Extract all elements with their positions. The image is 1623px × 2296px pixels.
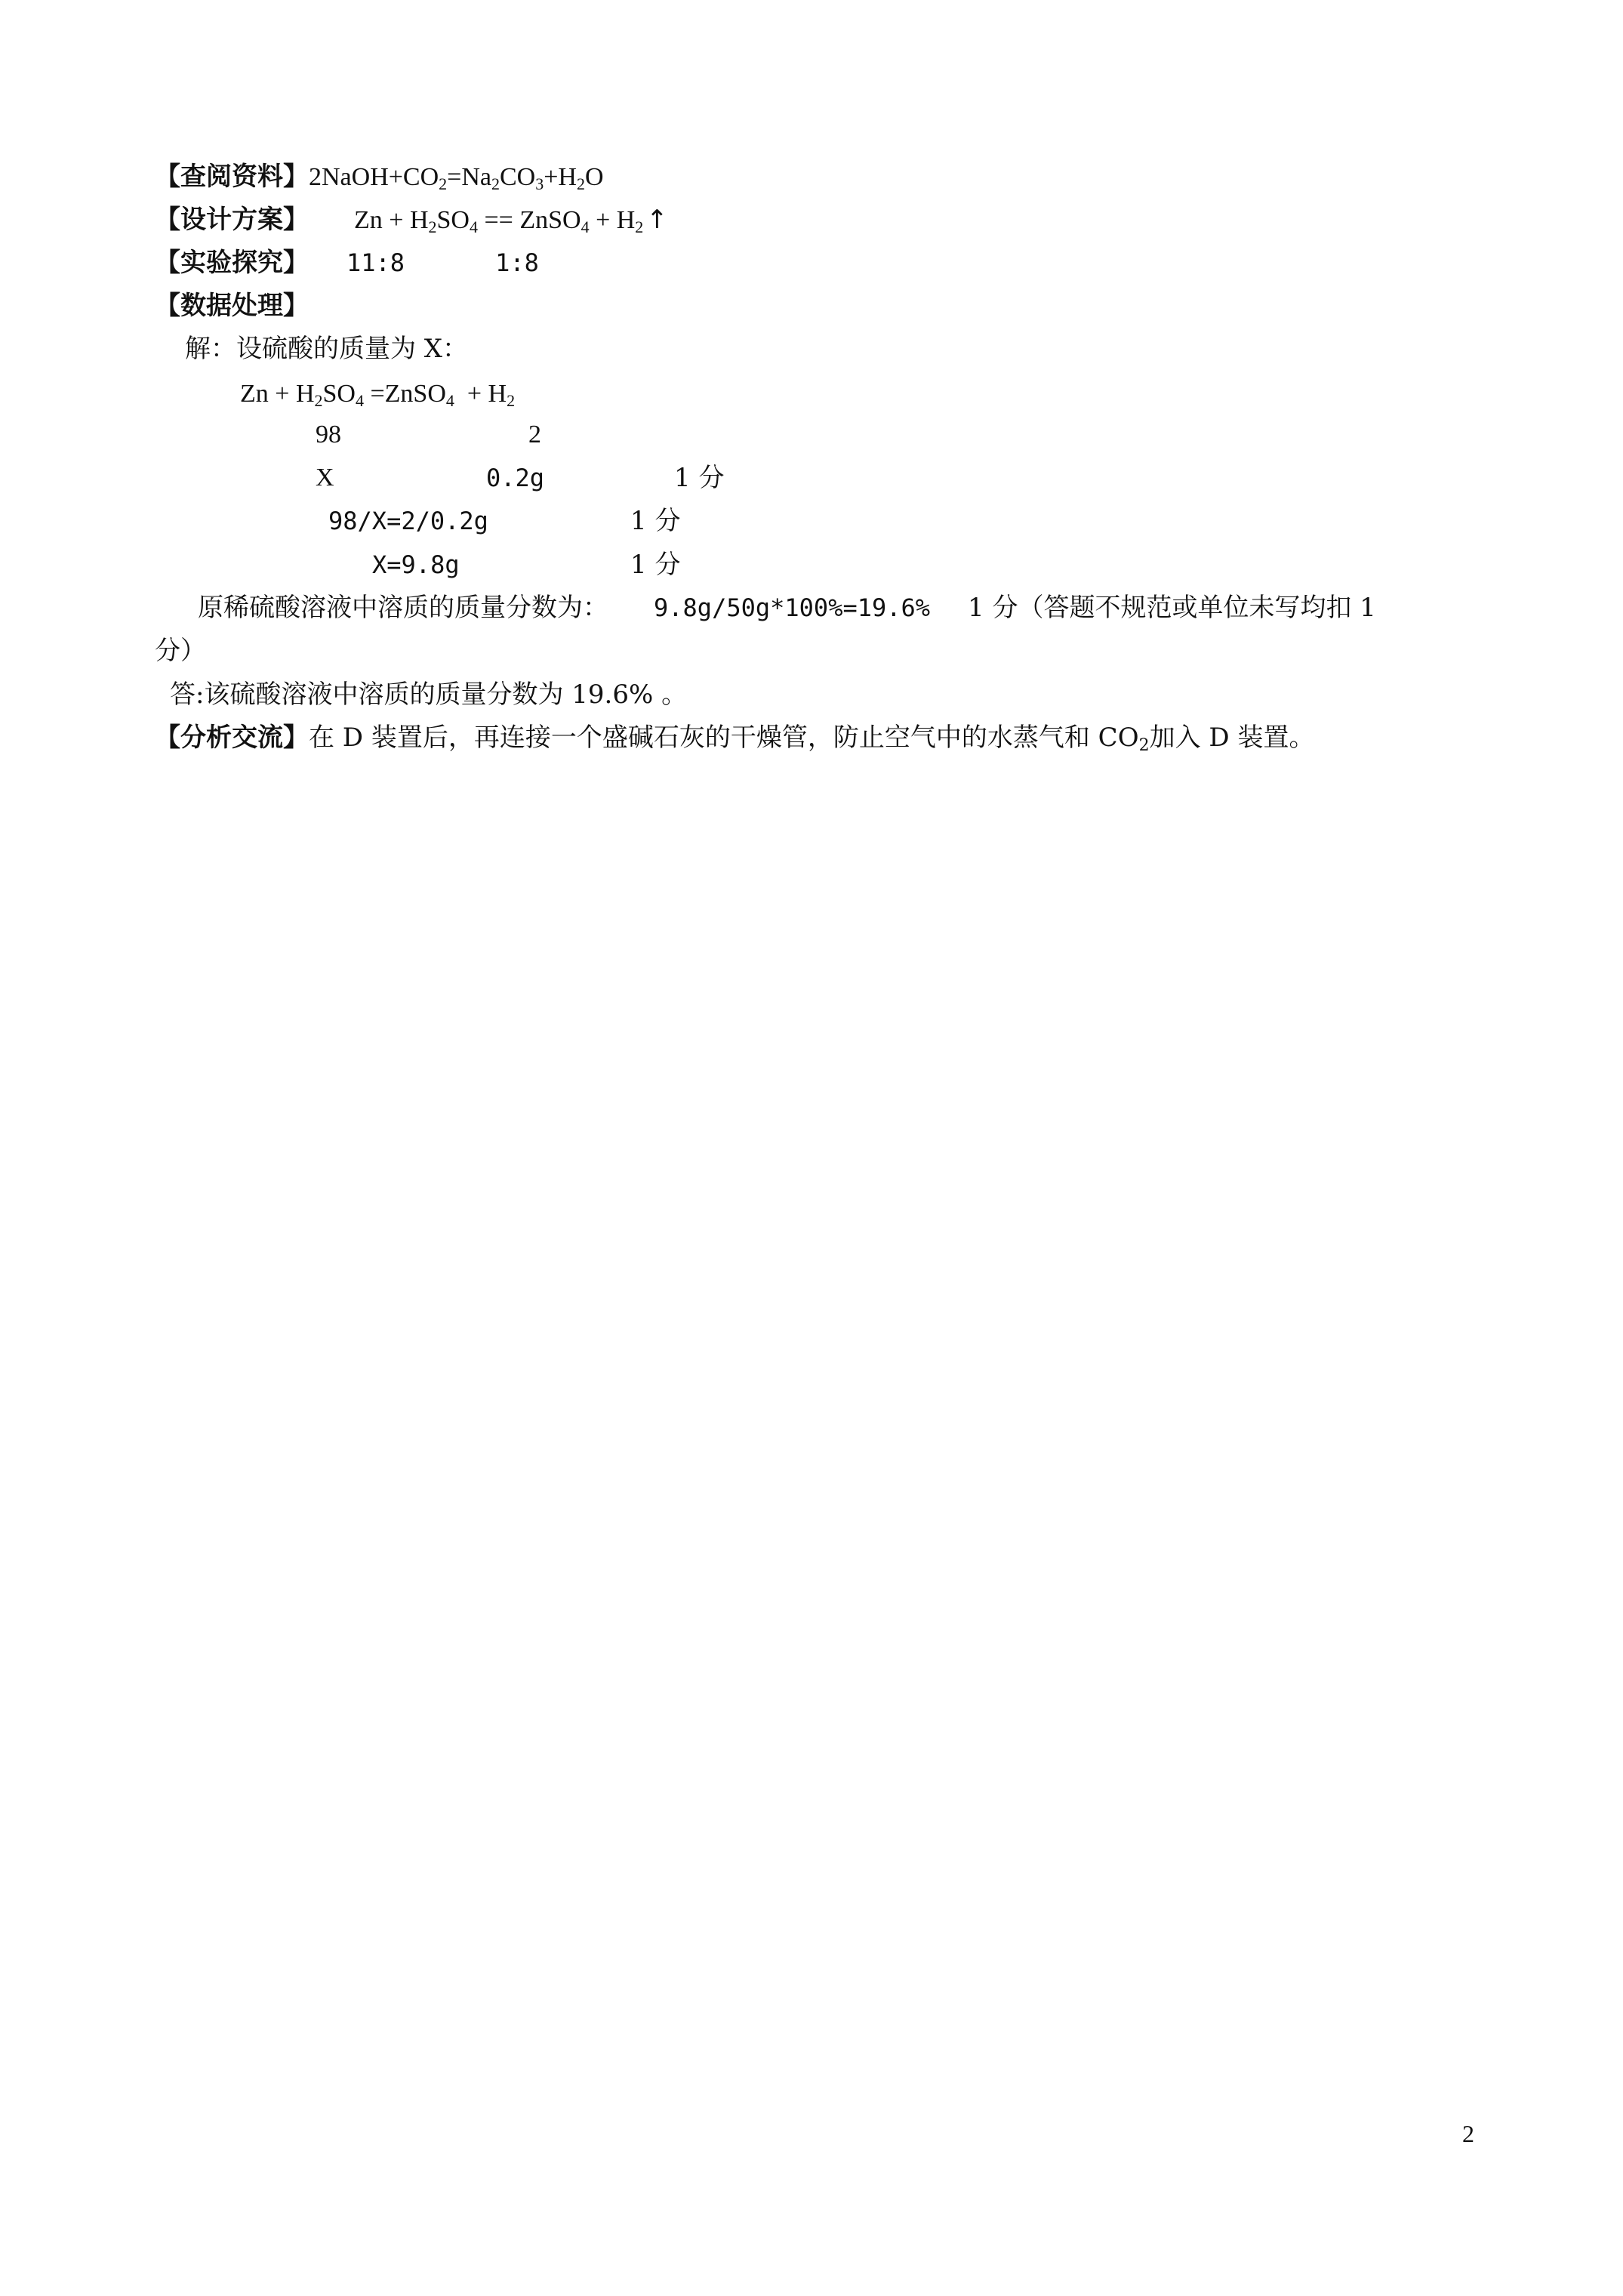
molar-mass-h2so4: 98	[316, 421, 341, 448]
score-line-9: 1 分	[630, 506, 681, 536]
equation-zn-h2so4: $Zn + H_2SO_4$ == ZnSO$_4$ + $H_2$ ↑	[354, 205, 668, 236]
section-header-reference: 【查阅资料】	[155, 162, 309, 192]
proportion-equation: 98/X=2/0.2g	[328, 507, 488, 535]
unknown-x: X	[316, 464, 334, 492]
score-note: 1 分（答题不规范或单位未写均扣 1	[968, 593, 1376, 623]
analysis-subscript: 2	[1138, 736, 1150, 755]
x-result: X=9.8g	[372, 550, 460, 579]
answer-line: 答:该硫酸溶液中溶质的质量分数为 19.6% 。	[170, 680, 688, 710]
line-solution-setup: 解：设硫酸的质量为 X：	[185, 334, 469, 364]
line-reaction-equation	[240, 372, 515, 415]
equation-reaction: $Zn + H_2SO_4$ =ZnSO$_4$ + $H_2$	[240, 380, 516, 410]
molar-mass-h2: 2	[528, 421, 541, 448]
line-data-processing	[155, 285, 309, 327]
section-header-analysis: 【分析交流】	[155, 723, 309, 753]
line-reference	[155, 156, 604, 199]
mass-h2: 0.2g	[486, 464, 545, 492]
line-analysis	[155, 717, 1314, 759]
score-line-10: 1 分	[630, 550, 681, 580]
page-number: 2	[1462, 2120, 1474, 2147]
section-header-data-processing: 【数据处理】	[155, 291, 309, 321]
analysis-text-end: 加入 D 装置。	[1149, 723, 1315, 753]
mass-fraction-label: 原稀硫酸溶液中溶质的质量分数为：	[198, 593, 608, 623]
analysis-text: 在 D 装置后，再连接一个盛碱石灰的干燥管，防止空气中的水蒸气和 CO	[309, 723, 1139, 753]
line-experiment	[155, 242, 539, 284]
section-header-experiment: 【实验探究】	[155, 248, 309, 278]
score-line-8: 1 分	[674, 463, 725, 493]
line-design	[155, 199, 668, 242]
ratio-value-2: 1:8	[495, 248, 539, 277]
line-mass-fraction	[198, 587, 1376, 629]
ratio-value-1: 11:8	[346, 248, 405, 277]
section-header-design: 【设计方案】	[155, 205, 309, 235]
gas-arrow-icon: ↑	[646, 205, 668, 235]
score-note-continued: 分）	[155, 636, 206, 666]
mass-fraction-calc: 9.8g/50g*100%=19.6%	[654, 593, 931, 622]
equation-naoh-co2: $2NaOH+CO_2=Na_2CO_3+H_2O$	[309, 163, 604, 193]
